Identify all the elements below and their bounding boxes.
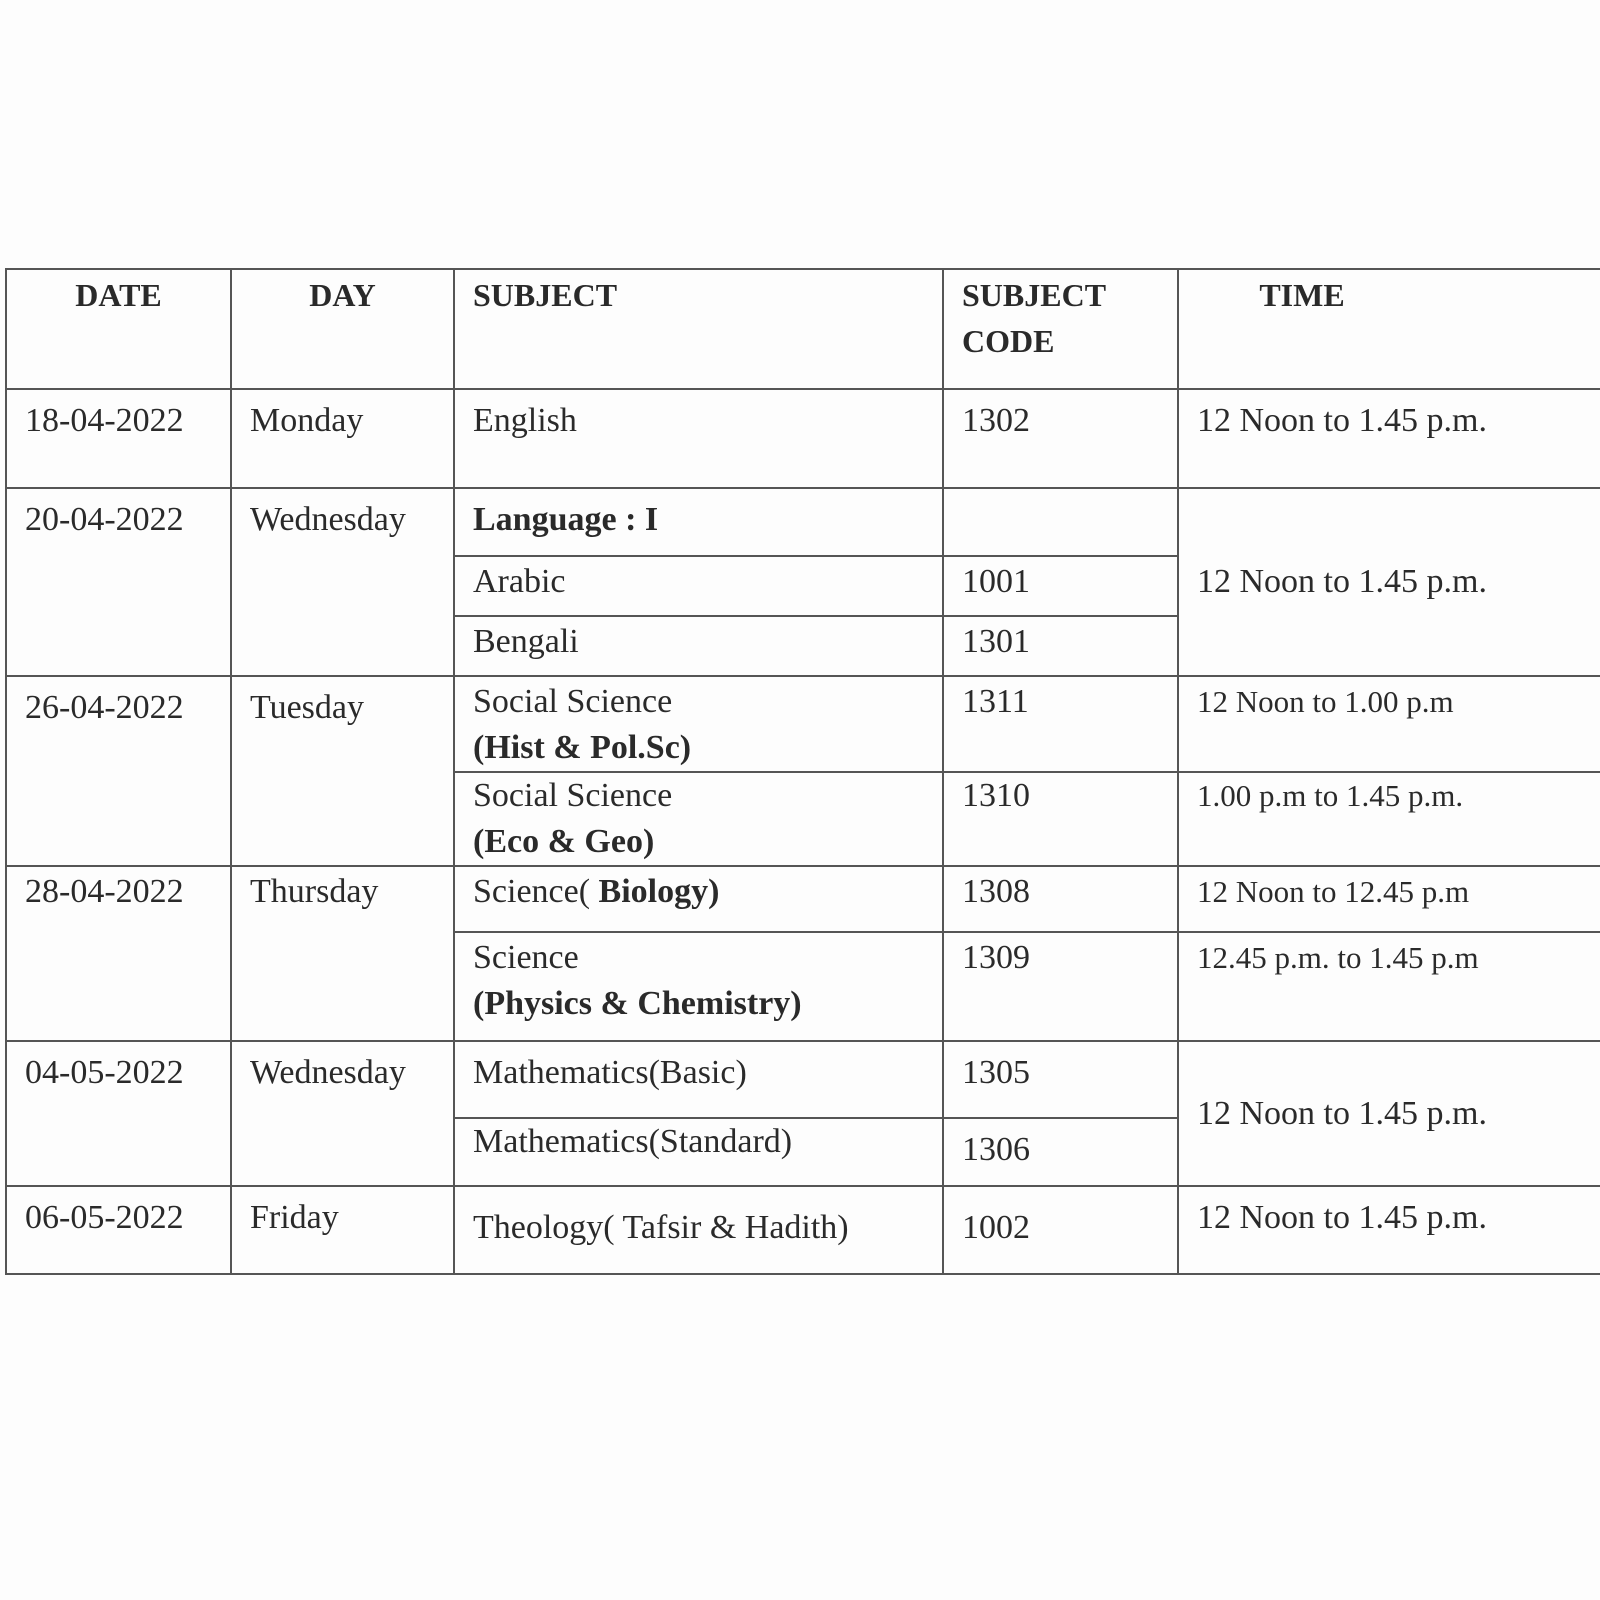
subject-cell (454, 932, 943, 1041)
date-cell: 26-04-2022 (6, 676, 231, 866)
subject-cell: English (454, 389, 943, 488)
table-row (6, 676, 1600, 772)
time-cell: 12 Noon to 12.45 p.m (1178, 866, 1600, 932)
subject-text: Science( (473, 873, 591, 910)
time-cell: 12.45 p.m. to 1.45 p.m (1178, 932, 1600, 1041)
code-cell: 1302 (943, 389, 1178, 488)
day-cell: Friday (231, 1186, 454, 1274)
subject-text: Social Science (473, 777, 673, 814)
day-cell: Wednesday (231, 488, 454, 676)
subject-detail: (Physics & Chemistry) (473, 985, 802, 1022)
exam-schedule-table (5, 268, 1600, 1275)
table-row (6, 488, 1600, 556)
subject-detail: Biology) (598, 873, 720, 910)
subject-cell: Mathematics(Standard) (454, 1118, 943, 1186)
date-cell: 28-04-2022 (6, 866, 231, 1041)
day-cell: Thursday (231, 866, 454, 1041)
code-cell: 1301 (943, 616, 1178, 676)
subject-text: Science (473, 939, 579, 976)
code-cell: 1309 (943, 932, 1178, 1041)
date-cell: 06-05-2022 (6, 1186, 231, 1274)
time-cell: 12 Noon to 1.45 p.m. (1178, 1186, 1600, 1274)
code-cell: 1305 (943, 1041, 1178, 1118)
time-cell: 12 Noon to 1.45 p.m. (1178, 488, 1600, 676)
header-day: DAY (231, 269, 454, 389)
subject-cell (454, 772, 943, 866)
code-cell: 1001 (943, 556, 1178, 616)
code-cell: 1306 (943, 1118, 1178, 1186)
header-time: TIME (1178, 269, 1600, 389)
code-cell: 1311 (943, 676, 1178, 772)
date-cell: 20-04-2022 (6, 488, 231, 676)
table-row (6, 1186, 1600, 1274)
header-date: DATE (6, 269, 231, 389)
code-cell: 1308 (943, 866, 1178, 932)
code-cell: 1002 (943, 1186, 1178, 1274)
subject-cell (454, 866, 943, 932)
code-cell (943, 488, 1178, 556)
header-subject-code (943, 269, 1178, 389)
table-row (6, 866, 1600, 932)
day-cell: Tuesday (231, 676, 454, 866)
header-code-line2: CODE (962, 323, 1055, 359)
subject-cell: Theology( Tafsir & Hadith) (454, 1186, 943, 1274)
header-subject: SUBJECT (454, 269, 943, 389)
time-cell: 12 Noon to 1.45 p.m. (1178, 389, 1600, 488)
table-row (6, 1041, 1600, 1118)
header-row (6, 269, 1600, 389)
subject-cell: Bengali (454, 616, 943, 676)
subject-cell: Arabic (454, 556, 943, 616)
subject-detail: (Hist & Pol.Sc) (473, 729, 692, 766)
subject-group-cell: Language : I (454, 488, 943, 556)
table-row (6, 389, 1600, 488)
time-cell: 12 Noon to 1.00 p.m (1178, 676, 1600, 772)
subject-text: Social Science (473, 683, 673, 720)
time-cell: 12 Noon to 1.45 p.m. (1178, 1041, 1600, 1186)
date-cell: 04-05-2022 (6, 1041, 231, 1186)
subject-detail: (Eco & Geo) (473, 823, 655, 860)
code-cell: 1310 (943, 772, 1178, 866)
header-code-line1: SUBJECT (962, 277, 1107, 313)
subject-cell (454, 676, 943, 772)
day-cell: Monday (231, 389, 454, 488)
subject-cell: Mathematics(Basic) (454, 1041, 943, 1118)
date-cell: 18-04-2022 (6, 389, 231, 488)
day-cell: Wednesday (231, 1041, 454, 1186)
time-cell: 1.00 p.m to 1.45 p.m. (1178, 772, 1600, 866)
